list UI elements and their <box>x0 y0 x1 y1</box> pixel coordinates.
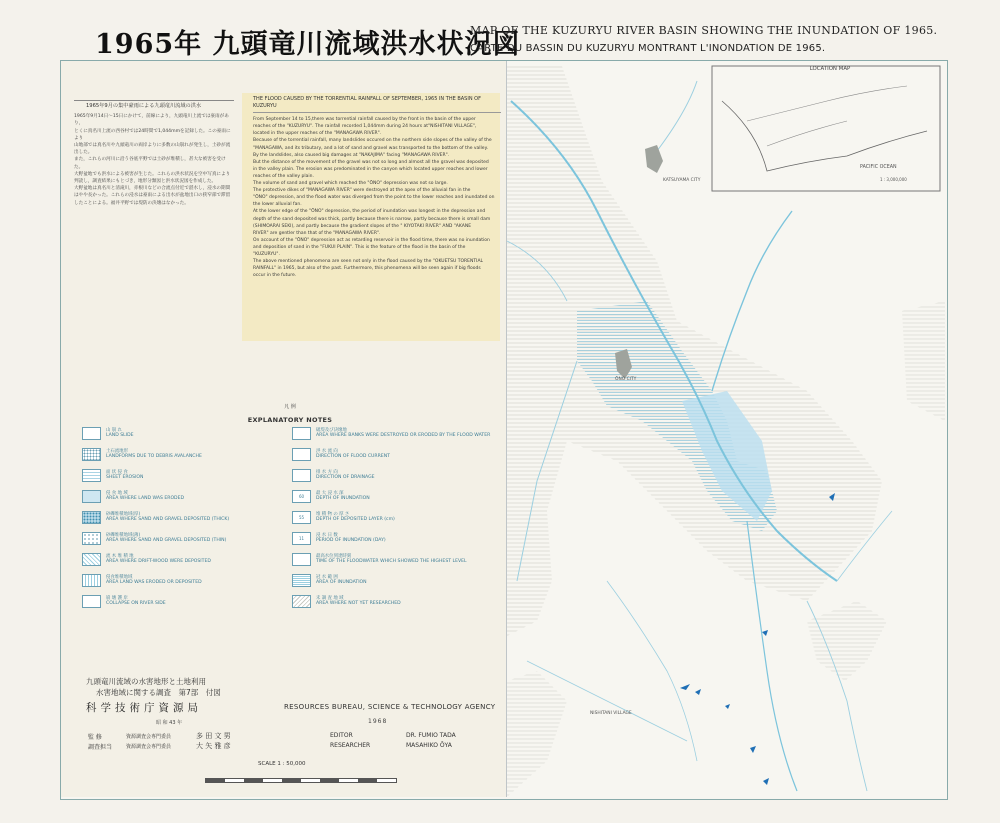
legend-item-label-jp: 山 崩 れ <box>106 428 122 433</box>
researcher-title-jp: 資源調査会専門委員 <box>126 744 172 750</box>
jp-line: 判読し，調査結果にもとづき，地形分類図と洪水状況図を作成した。 <box>74 179 217 185</box>
river-tributary <box>607 581 697 761</box>
legend-swatch <box>82 553 101 566</box>
legend-item-label-en: AREA OF INUNDATION <box>316 580 367 585</box>
legend-swatch: 60 <box>292 490 311 503</box>
en-line: in the valley plain. The erosion was predominated in the canyon which located upper reaches and lower <box>253 166 488 172</box>
editor-name-jp: 多 田 文 男 <box>196 732 231 740</box>
legend-item-label-jp: 冠 水 範 囲 <box>316 575 338 580</box>
researcher-role-jp: 調査担当 <box>88 744 113 751</box>
en-line: The volume of sand and gravel which reached the "ŌNO" depression was not so large. <box>253 181 448 187</box>
legend-swatch <box>292 553 311 566</box>
en-line: reaches of the valley plain. <box>253 173 314 179</box>
en-line: RAINFALL" in 1965, but also of the past. Furthermore, this phenomena will be seen again if big floods <box>253 266 481 272</box>
legend-title-english: EXPLANATORY NOTES <box>247 416 333 424</box>
legend-item-label-jp: 未 調 査 地 域 <box>316 596 344 601</box>
legend-item-label-en: PERIOD OF INUNDATION (DAY) <box>316 538 386 543</box>
en-line: the lower alluvial fan. <box>253 202 302 208</box>
map-title-japanese: 1965年 九頭竜川流域洪水状況図 <box>95 29 521 60</box>
legend-swatch <box>82 490 101 503</box>
legend-item-label-jp: 最 大 浸 水 深 <box>316 491 344 496</box>
en-line: On account of the "ŌNO" depression act as retarding reservoir in the flood time, there was no inundation <box>253 237 490 243</box>
editor-role-en: EDITOR <box>330 732 353 739</box>
legend-item-label-en: DEPTH OF DEPOSITED LAYER (cm) <box>316 517 395 522</box>
legend-item-label-jp: 砂礫堆積地域(厚) <box>106 512 141 517</box>
legend-item-label-en: AREA WHERE DRIFT-WOOD WERE DEPOSITED <box>106 559 211 564</box>
jp-line: したことによる。福井平野では堤防の決壊はなかった。 <box>74 200 189 206</box>
en-line: RIVER" are gentler than that of the "MANAGAWA RIVER". <box>253 230 381 236</box>
location-map-title: LOCATION MAP <box>809 66 851 72</box>
legend-item-label-en: AREA WHERE SAND AND GRAVEL DEPOSITED (THICK) <box>106 517 230 522</box>
landslide-mark <box>763 778 769 785</box>
legend-item-label-jp: 破堤及び決壊地 <box>316 428 347 433</box>
legend-item-label-jp: 流 木 堆 積 地 <box>106 554 134 559</box>
legend-item-label-en: AREA LAND WAS ERODED OR DEPOSITED <box>106 580 202 585</box>
legend-swatch <box>82 511 101 524</box>
map-header <box>0 0 1000 58</box>
year-japanese: 昭 和 43 年 <box>156 720 183 726</box>
researcher-role-en: RESEARCHER <box>330 742 371 749</box>
legend-item-label-jp: 砂礫堆積地域(薄) <box>106 533 141 538</box>
landslide-mark <box>750 746 756 753</box>
legend-item-label-en: LAND SLIDE <box>106 433 134 438</box>
unsurveyed-area <box>807 601 887 681</box>
en-line: The above mentioned phenomena are seen not only in the flood caused by the "OKUETSU TORENTIAL <box>253 259 484 265</box>
legend-swatch <box>82 532 101 545</box>
legend-item-label-en: TIME OF THE FLOODWATER WHICH SHOWED THE HIGHEST LEVEL <box>316 559 467 564</box>
en-line: occur in the future. <box>253 273 297 279</box>
landslide-mark <box>725 704 730 709</box>
legend-item-label-jp: 侵 食 地 域 <box>106 491 128 496</box>
legend-swatch: 55 <box>292 511 311 524</box>
jp-line: はやや長かった。これらの浸水は豪雨による出水が盆地出口の狭窄部で滞留 <box>74 193 231 199</box>
legend-item-label-en: DEPTH OF INUNDATION <box>316 496 370 501</box>
legend-heading <box>230 403 350 424</box>
location-map-inset <box>712 66 940 191</box>
legend-swatch <box>82 448 101 461</box>
en-line: depth of the sand deposited was thick, partly because there is narrow, partly because there is small dam <box>253 216 491 222</box>
legend-swatch <box>82 574 101 587</box>
en-line: Because of the torrential rainfall, many landslides occured on the northern side slopes of the valley of the <box>253 138 492 144</box>
credits-block <box>68 676 498 786</box>
researcher-name-jp: 大 矢 雅 彦 <box>196 742 231 750</box>
legend-swatch <box>292 574 311 587</box>
jp-line: 1965年9月14日〜15日にかけて，前線により，九頭竜川上流では豪雨があり， <box>74 114 229 127</box>
legend-swatch <box>292 427 311 440</box>
map-title-french: CARTE DU BASSIN DU KUZURYU MONTRANT L'INONDATION DE 1965. <box>470 43 826 54</box>
scale-label: SCALE 1 : 50,000 <box>258 761 306 767</box>
en-line: "MANAGAWA, and its tributary, and a lot of sand and gravel was transported to the bottom of the valley. <box>253 145 489 151</box>
series-title-line: 九頭竜川流域の水害地形と土地利用 <box>86 677 206 686</box>
legend-swatch <box>82 427 101 440</box>
en-line: (SHIMOARAI SEKI), and partly because the gradient slopes of the " KIYOTAKI RIVER" AND "AKANE <box>253 223 472 229</box>
legend-swatch <box>292 448 311 461</box>
legend-item-label-en: DIRECTION OF FLOOD CURRENT <box>316 454 390 459</box>
legend-swatch <box>82 595 101 608</box>
legend-item-label-jp: 面 状 侵 食 <box>106 470 128 475</box>
legend-item-label-jp: 最高水位到達時刻 <box>316 554 352 559</box>
editor-role-jp: 監 修 <box>88 734 102 741</box>
jp-line: 大野盆地でも洪水による被害が生じた。これらの洪水状況を空中写真により <box>74 171 231 177</box>
agency-name-japanese: 科学技術庁資源局 <box>86 702 202 714</box>
en-line: From September 14 to 15,there was torrential rainfall caused by the front in the basin of the upper <box>253 117 476 123</box>
label-katsuyama-city: KATSUYAMA CITY <box>663 178 701 183</box>
legend-item-label-jp: 排 水 方 向 <box>316 470 338 475</box>
en-line: The protective dikes of "MANAGAWA RIVER" were destroyed at the apex of the alluvial fan in the <box>253 188 471 194</box>
en-line: located in the upper reaches of the "MANAGAWA RIVER". <box>253 131 382 137</box>
series-title-line: 水害地域に関する調査 第7部 付図 <box>96 688 221 697</box>
label-nishitani-village: NISHITANI VILLAGE <box>590 711 632 716</box>
legend-item-label-en: LANDFORMS DUE TO DEBRIS AVALANCHE <box>106 454 202 459</box>
legend-swatch: 11 <box>292 532 311 545</box>
jp-line: また，これらの河川に沿う谷底平野では土砂が堆積し，甚大な被害を受けた。 <box>74 157 226 170</box>
river-basin-map <box>507 61 945 797</box>
legend-item-label-jp: 侵食堆積地域 <box>106 575 133 580</box>
legend-swatch <box>292 595 311 608</box>
legend-item-label-jp: 堆 積 物 の 厚 さ <box>316 512 350 517</box>
scale-bar <box>205 778 397 783</box>
legend-swatch <box>82 469 101 482</box>
legend-item-label-en: AREA WHERE BANKS WERE DESTROYED OR ERODED BY THE FLOOD WATER <box>316 433 491 438</box>
en-line: "KUZURYU". <box>253 251 280 257</box>
en-line: At the lower edge of the "ŌNO" depression, the period of inundation was longest in the depression and <box>253 209 486 215</box>
en-line: reaches of the "KUZURYU". The rainfall recorded 1,044mm during 24 hours at"NISHITANI VILLAGE", <box>253 124 477 130</box>
legend-item-label-jp: 崩 壊 護 岸 <box>106 596 128 601</box>
legend-item-label-en: SHEET EROSION <box>106 475 144 480</box>
series-title <box>86 676 221 698</box>
label-pacific-ocean: PACIFIC OCEAN <box>860 165 897 170</box>
japanese-explanation <box>74 100 234 266</box>
jp-line: 山地部では真名川や九頭竜川の両岸よりに多数の山崩れが発生し，土砂が流出した。 <box>74 143 231 156</box>
legend-item-label-jp: 土石流地形 <box>106 449 128 454</box>
label-ono-city: ŌNO CITY <box>615 377 637 382</box>
legend-item-label-en: AREA WHERE SAND AND GRAVEL DEPOSITED (THIN) <box>106 538 227 543</box>
en-line: "ŌNO" depression, and the flood water was diverged from the point to the lower reaches and inundated on <box>253 195 495 201</box>
location-map-scale: 1 : 3,000,000 <box>880 177 907 182</box>
legend-item-label-jp: 洪 水 流 向 <box>316 449 338 454</box>
english-explanation <box>253 96 501 279</box>
legend-item-label-en: AREA WHERE NOT YET RESEARCHED <box>316 601 401 606</box>
map-title-english: MAP OF THE KUZURYU RIVER BASIN SHOWING THE INUNDATION OF 1965. <box>470 24 938 37</box>
editor-title-jp: 資源調査会専門委員 <box>126 734 172 740</box>
en-line: By the landslides, also caused big damages at "NAKAJIMA" facing "MANAGAWA RIVER". <box>253 152 450 158</box>
english-explanation-title: THE FLOOD CAUSED BY THE TORRENTIAL RAINFALL OF SEPTEMBER, 1965 IN THE BASIN OF KUZURYU <box>253 96 501 113</box>
jp-line: 大野盆地は真名川と清滝川，赤根川などの合流点付近で湛水し，浸水の期間 <box>74 186 231 192</box>
agency-name-english: RESOURCES BUREAU, SCIENCE & TECHNOLOGY AGENCY <box>284 703 496 711</box>
legend-title-japanese: 凡 例 <box>284 404 296 410</box>
legend-item-label-en: DIRECTION OF DRAINAGE <box>316 475 375 480</box>
japanese-explanation-title: 1965年9月の集中豪雨による九頭竜川流域の洪水 <box>86 103 202 109</box>
en-line: But the distance of the movement of the gravel was not so long and almost all the gravel was deposited <box>253 159 489 165</box>
legend-swatch <box>292 469 311 482</box>
landslide-mark <box>695 689 701 695</box>
legend-item-label-jp: 浸 水 日 数 <box>316 533 338 538</box>
landslide-mark <box>680 684 690 690</box>
editor-name-en: DR. FUMIO TADA <box>406 732 456 739</box>
en-line: and deposition of sand in the "FUKUI PLAIN". This is the feature of the flood in the basin of the <box>253 244 466 250</box>
researcher-name-en: MASAHIKO ŌYA <box>406 742 452 749</box>
unsurveyed-area <box>902 301 945 421</box>
landslide-mark <box>762 630 768 636</box>
legend-item-label-en: COLLAPSE ON RIVER SIDE <box>106 601 166 606</box>
unsurveyed-area <box>507 671 567 797</box>
legend-item-label-en: AREA WHERE LAND WAS ERODED <box>106 496 185 501</box>
year-published: 1968 <box>368 718 388 725</box>
jp-line: とくに真名川上流の西谷村では24時間で1,044mmを記録した。この豪雨により <box>74 128 231 141</box>
